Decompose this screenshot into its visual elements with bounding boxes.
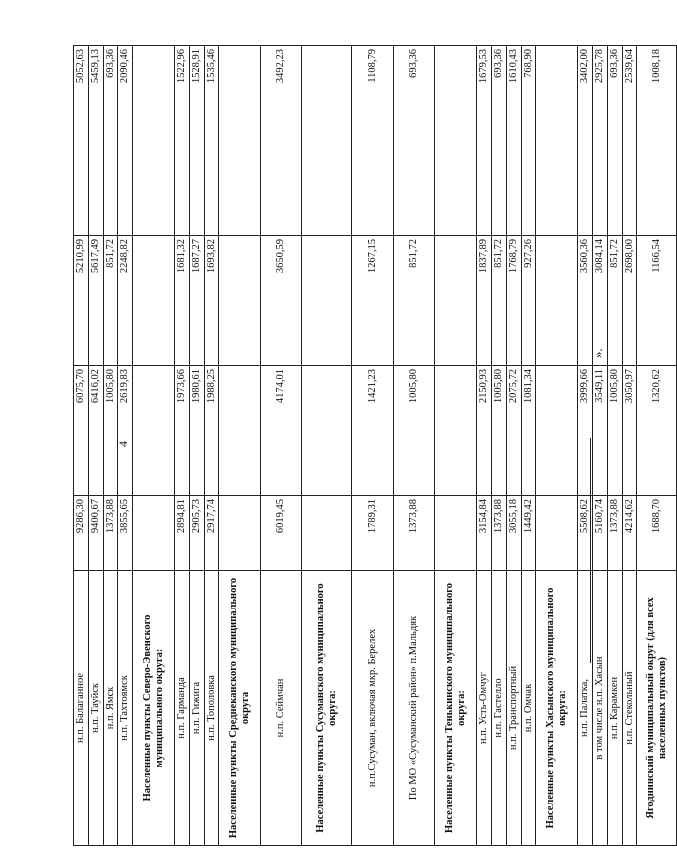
- table-row: [175, 46, 190, 846]
- value-col1-cell: [435, 496, 477, 571]
- value-col2-cell: 4174,01: [261, 366, 302, 496]
- value-col3-cell: 851,72: [103, 236, 118, 366]
- value-col2-cell: 1320,62: [637, 366, 677, 496]
- value-col4-cell: 1008,18: [637, 46, 677, 236]
- value-col1-cell: 2917,74: [204, 496, 219, 571]
- value-col4-cell: 3402,00: [578, 46, 593, 236]
- value-col3-cell: 851,72: [492, 236, 507, 366]
- end-divider-line: [590, 438, 591, 663]
- value-col1-cell: 1373,88: [607, 496, 622, 571]
- value-col4-cell: 693,36: [607, 46, 622, 236]
- table-row: [593, 46, 608, 846]
- value-col2-cell: 1988,25: [204, 366, 219, 496]
- section-header-row: [637, 46, 677, 846]
- settlement-name-cell: Населенные пункты Среднеканского муниципального округа: [219, 571, 261, 846]
- value-col4-cell: 5052,63: [74, 46, 89, 236]
- value-col3-cell: 1267,15: [352, 236, 394, 366]
- value-col4-cell: 2539,64: [622, 46, 637, 236]
- value-col4-cell: [219, 46, 261, 236]
- value-col2-cell: [536, 366, 578, 496]
- value-col4-cell: 3492,23: [261, 46, 302, 236]
- value-col3-cell: 3560,36: [578, 236, 593, 366]
- value-col1-cell: 1373,88: [394, 496, 435, 571]
- value-col2-cell: [302, 366, 352, 496]
- settlement-name-cell: н.п. Ямск: [103, 571, 118, 846]
- table-row: [506, 46, 521, 846]
- value-col1-cell: 9286,30: [74, 496, 89, 571]
- value-col2-cell: 1005,80: [607, 366, 622, 496]
- value-col1-cell: 1789,31: [352, 496, 394, 571]
- table-row: [492, 46, 507, 846]
- table-row: [521, 46, 536, 846]
- section-header-row: [435, 46, 477, 846]
- table-row: [607, 46, 622, 846]
- settlement-name-cell: н.п.Сусуман, включая мкр. Берелех: [352, 571, 394, 846]
- value-col4-cell: 693,36: [394, 46, 435, 236]
- value-col1-cell: 2894,81: [175, 496, 190, 571]
- value-col4-cell: 2925,78: [593, 46, 608, 236]
- value-col2-cell: [435, 366, 477, 496]
- settlement-name-cell: н.п. Гижига: [189, 571, 204, 846]
- value-col4-cell: 1535,46: [204, 46, 219, 236]
- value-col3-cell: 5617,49: [88, 236, 103, 366]
- value-col3-cell: 851,72: [607, 236, 622, 366]
- value-col1-cell: 3855,65: [118, 496, 133, 571]
- settlement-name-cell: н.п. Тахтоямск: [118, 571, 133, 846]
- value-col3-cell: 2698,00: [622, 236, 637, 366]
- value-col2-cell: [219, 366, 261, 496]
- value-col3-cell: [302, 236, 352, 366]
- value-col1-cell: 5508,62: [578, 496, 593, 571]
- section-header-row: [133, 46, 175, 846]
- table-row: [261, 46, 302, 846]
- value-col2-cell: 3999,66: [578, 366, 593, 496]
- value-col3-cell: 927,26: [521, 236, 536, 366]
- value-col1-cell: [302, 496, 352, 571]
- settlement-name-cell: н.п. Карамкен: [607, 571, 622, 846]
- value-col3-cell: 3650,59: [261, 236, 302, 366]
- table-row: [118, 46, 133, 846]
- settlement-name-cell: Населенные пункты Сусуманского муниципального округа:: [302, 571, 352, 846]
- value-col1-cell: 1373,88: [103, 496, 118, 571]
- value-col4-cell: [133, 46, 175, 236]
- value-col2-cell: [133, 366, 175, 496]
- value-col2-cell: 2075,72: [506, 366, 521, 496]
- value-col3-cell: 1687,27: [189, 236, 204, 366]
- value-col3-cell: 1693,82: [204, 236, 219, 366]
- value-col1-cell: 3055,18: [506, 496, 521, 571]
- rotated-table-container: [73, 46, 668, 846]
- value-col3-cell: 5210,99: [74, 236, 89, 366]
- settlement-name-cell: По МО «Сусуманский район» п.Мальдяк: [394, 571, 435, 846]
- value-col2-cell: 6416,02: [88, 366, 103, 496]
- closing-quote: ».: [590, 348, 605, 358]
- value-col3-cell: [219, 236, 261, 366]
- value-col2-cell: 3549,11: [593, 366, 608, 496]
- value-col4-cell: [435, 46, 477, 236]
- value-col2-cell: 1005,80: [394, 366, 435, 496]
- value-col4-cell: 1610,43: [506, 46, 521, 236]
- tariff-table: [73, 45, 677, 846]
- value-col4-cell: 1679,53: [477, 46, 492, 236]
- settlement-name-cell: Ягоднинский муниципальный округ (для всех населенных пунктов): [637, 571, 677, 846]
- settlement-name-cell: Населенные пункты Хасынского муниципального округа:: [536, 571, 578, 846]
- value-col1-cell: [133, 496, 175, 571]
- value-col1-cell: 1449,42: [521, 496, 536, 571]
- value-col3-cell: 1837,89: [477, 236, 492, 366]
- value-col4-cell: [536, 46, 578, 236]
- value-col2-cell: 1980,61: [189, 366, 204, 496]
- settlement-name-cell: Населенные пункты Северо-Эвенского муниципального округа:: [133, 571, 175, 846]
- value-col2-cell: 2619,83: [118, 366, 133, 496]
- settlement-name-cell: н.п. Балаганное: [74, 571, 89, 846]
- table-row: [477, 46, 492, 846]
- settlement-name-cell: н.п. Палатка,: [578, 571, 593, 846]
- table-row: [103, 46, 118, 846]
- settlement-name-cell: н.п. Стекольный: [622, 571, 637, 846]
- value-col1-cell: 6019,45: [261, 496, 302, 571]
- settlement-name-cell: н.п. Тауйск: [88, 571, 103, 846]
- value-col4-cell: [302, 46, 352, 236]
- page-number: 4: [116, 441, 130, 447]
- value-col1-cell: 2905,73: [189, 496, 204, 571]
- section-header-row: [219, 46, 261, 846]
- value-col4-cell: 5459,13: [88, 46, 103, 236]
- table-row: [189, 46, 204, 846]
- value-col2-cell: 2150,93: [477, 366, 492, 496]
- value-col3-cell: 1166,54: [637, 236, 677, 366]
- value-col4-cell: 1522,96: [175, 46, 190, 236]
- value-col2-cell: 1005,80: [492, 366, 507, 496]
- value-col1-cell: 1373,88: [492, 496, 507, 571]
- settlement-name-cell: в том числе н.п. Хасын: [593, 571, 608, 846]
- value-col2-cell: 1005,80: [103, 366, 118, 496]
- value-col4-cell: 693,36: [492, 46, 507, 236]
- table-row: [352, 46, 394, 846]
- section-header-row: [536, 46, 578, 846]
- value-col2-cell: 1081,34: [521, 366, 536, 496]
- value-col4-cell: 1108,79: [352, 46, 394, 236]
- value-col1-cell: 3154,84: [477, 496, 492, 571]
- value-col4-cell: 768,90: [521, 46, 536, 236]
- value-col1-cell: 5160,74: [593, 496, 608, 571]
- value-col2-cell: 1973,66: [175, 366, 190, 496]
- table-row: [88, 46, 103, 846]
- value-col2-cell: 3050,97: [622, 366, 637, 496]
- settlement-name-cell: н.п. Омчак: [521, 571, 536, 846]
- value-col1-cell: 1688,70: [637, 496, 677, 571]
- value-col3-cell: [435, 236, 477, 366]
- table-body: [74, 46, 677, 846]
- settlement-name-cell: н.п. Гарманда: [175, 571, 190, 846]
- value-col3-cell: 2248,82: [118, 236, 133, 366]
- value-col1-cell: 9400,67: [88, 496, 103, 571]
- table-row: [622, 46, 637, 846]
- value-col4-cell: 1528,91: [189, 46, 204, 236]
- settlement-name-cell: н.п. Гастелло: [492, 571, 507, 846]
- value-col3-cell: [133, 236, 175, 366]
- value-col4-cell: 693,36: [103, 46, 118, 236]
- value-col3-cell: 3084,14: [593, 236, 608, 366]
- value-col3-cell: 1768,79: [506, 236, 521, 366]
- value-col1-cell: [219, 496, 261, 571]
- value-col1-cell: 4214,62: [622, 496, 637, 571]
- settlement-name-cell: Населенные пункты Тенькинского муниципального округа:: [435, 571, 477, 846]
- value-col1-cell: [536, 496, 578, 571]
- value-col2-cell: 6075,70: [74, 366, 89, 496]
- value-col3-cell: 1681,32: [175, 236, 190, 366]
- table-row: [74, 46, 89, 846]
- settlement-name-cell: н.п. Усть-Омчуг: [477, 571, 492, 846]
- table-row: [394, 46, 435, 846]
- value-col4-cell: 2090,46: [118, 46, 133, 236]
- value-col3-cell: [536, 236, 578, 366]
- table-row: [204, 46, 219, 846]
- settlement-name-cell: н.п. Сеймчан: [261, 571, 302, 846]
- settlement-name-cell: н.п. Тополовка: [204, 571, 219, 846]
- value-col3-cell: 851,72: [394, 236, 435, 366]
- settlement-name-cell: н.п. Транспортный: [506, 571, 521, 846]
- value-col2-cell: 1421,23: [352, 366, 394, 496]
- section-header-row: [302, 46, 352, 846]
